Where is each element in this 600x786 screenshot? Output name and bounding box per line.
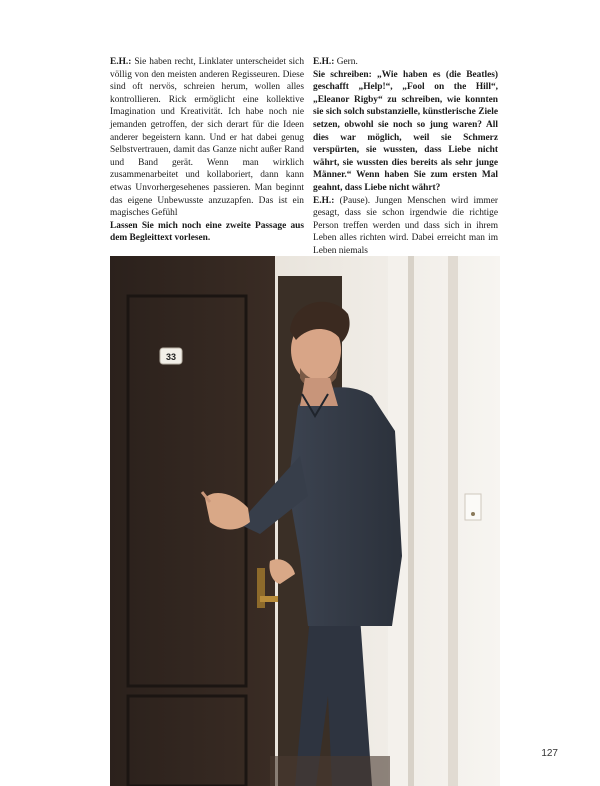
page-number: 127 xyxy=(541,748,558,759)
answer-paragraph xyxy=(313,195,498,258)
door-handle xyxy=(260,596,278,602)
answer-text: Sie haben recht, Linklater unterscheidet sich völlig von den meisten anderen Regisseuren. Diese sind oft nervös, schreien herum, wollen alles kontrollieren. Rick ermöglicht eine kollektive Imagination und Kreativität. Ich habe noch nie jemanden getroffen, der sich derart für die Ideen anderer begeistern kann. Und er hat dabei genug Selbstvertrauen, damit das Ganze nicht außer Rand und Band gerät. Wenn man wirklich zusammenarbeitet und kollaboriert, dann kann etwas Unvorhergesehenes passieren. Man beginnt das eigene Unbewusste anzuzapfen. Das ist ein magisches Gefühl xyxy=(110,57,305,219)
door-frame-shadow xyxy=(408,256,414,786)
door-number: 33 xyxy=(165,352,177,362)
light-switch-dot xyxy=(471,512,475,516)
photo-illustration xyxy=(110,256,500,786)
interview-question: Lassen Sie mich noch eine zweite Passage aus dem Begleittext vorlesen. xyxy=(110,220,304,244)
speaker-label: E.H.: xyxy=(110,57,132,67)
speaker-label: E.H.: xyxy=(313,57,335,67)
answer-text: (Pause). Jungen Menschen wird immer gesagt, dass sie schon irgendwie die richtige Person treffen werden und dass sich in ihrem Leben alles richten wird. Dabei erreicht man im Leben niemals xyxy=(313,195,498,256)
door-frame-inner xyxy=(448,256,458,786)
answer-paragraph xyxy=(110,56,304,220)
light-switch xyxy=(465,494,481,520)
left-text-column xyxy=(110,56,304,245)
answer-paragraph xyxy=(313,56,498,69)
floor xyxy=(270,756,390,786)
answer-text: Gern. xyxy=(336,57,358,67)
speaker-label: E.H.: xyxy=(313,195,335,206)
right-text-column xyxy=(313,56,498,258)
portrait-photo xyxy=(110,256,500,786)
interview-question: Sie schreiben: „Wie haben es (die Beatles) geschafft „Help!“, „Fool on the Hill“, „Eleanor Rigby“ zu schreiben, wie konnten sie sich solch substanzielle, künstlerische Ziele setzen, obwohl sie noch so jung waren? All dies war möglich, weil sie Schmerz verspürten, sie wussten, dass Liebe nicht währt, sie wussten dies bereits als sehr junge Männer.“ Wenn haben Sie zum ersten Mal geahnt, dass Liebe nicht währt? xyxy=(313,69,498,193)
